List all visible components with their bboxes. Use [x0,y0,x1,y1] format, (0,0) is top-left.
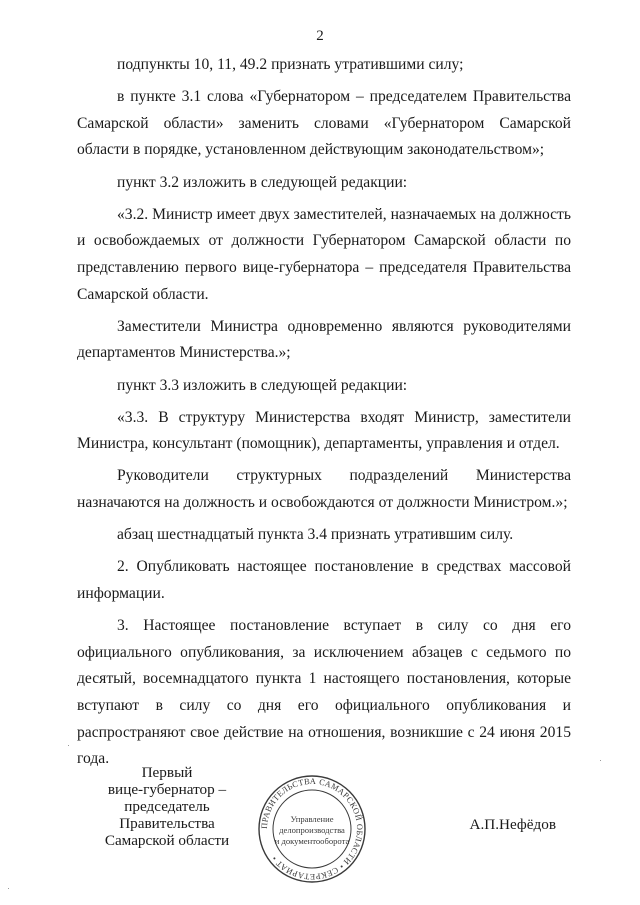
paragraph-3: пункт 3.2 изложить в следующей редакции: [117,173,408,191]
paragraph-10: 2. Опубликовать настоящее постановление в средствах массовой информации. [77,558,571,603]
signatory-name: А.П.Нефёдов [469,816,556,833]
paragraph-6: пункт 3.3 изложить в следующей редакции: [117,376,408,394]
signature-block [82,764,562,884]
scan-speck [68,745,69,746]
seal-center-text: делопроизводства [279,825,345,835]
paragraph-4: «3.2. Министр имеет двух заместителей, назначаемых на должность и освобождаемых от должности Губернатором Самарской области по представлению первого вице-губернатора – председателя Правительства Самарской области. [77,205,571,303]
seal-center-text: Управление [290,814,334,824]
paragraph-9: абзац шестнадцатый пункта 3.4 признать утратившим силу. [117,526,514,544]
seal-center-text: и документооборота [274,836,350,846]
signatory-title-line: председатель Правительства [119,798,215,832]
signatory-title-line: Первый [141,764,193,781]
signatory-title [82,764,252,849]
official-seal-stamp [257,774,367,884]
paragraph-2: в пункте 3.1 слова «Губернатором – председателем Правительства Самарской области» заменить словами «Губернатором Самарской области в порядке, установленном действующим законодательством»; [77,88,571,159]
document-body [77,52,571,773]
seal-ring-text: ПРАВИТЕЛЬСТВА САМАРСКОЙ ОБЛАСТИ • СЕКРЕТАРИАТ • [259,776,365,882]
scan-speck [600,760,601,761]
paragraph-5: Заместители Министра одновременно являются руководителями департаментов Министерства.»; [77,317,571,362]
paragraph-7: «3.3. В структуру Министерства входят Министр, заместители Министра, консультант (помощник), департаменты, управления и отдел. [77,408,571,453]
signatory-title-line: вице-губернатор – [107,781,227,798]
paragraph-8: Руководители структурных подразделений Министерства назначаются на должность и освобождаются от должности Министром.»; [77,467,571,512]
page-number: 2 [316,28,324,44]
paragraph-1: подпункты 10, 11, 49.2 признать утратившими силу; [117,56,464,73]
signatory-title-line: Самарской области [104,832,230,849]
paragraph-11: 3. Настоящее постановление вступает в силу со дня его официального опубликования, за исключением абзацев с седьмого по десятый, восемнадцатого пункта 1 настоящего постановления, которые вступают в силу со дня его официального опубликования и распространяют свое действие на отношения, возникшие с 24 июня 2015 года. [77,617,571,768]
scan-speck [8,888,9,889]
